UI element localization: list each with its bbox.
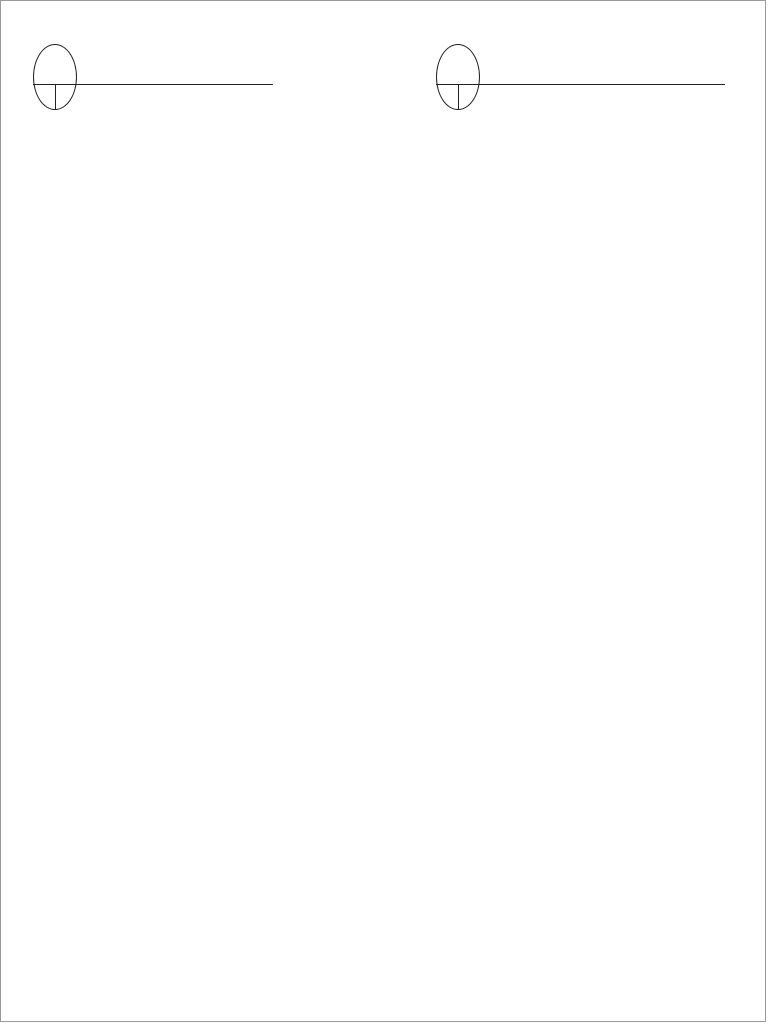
left-title-rule bbox=[77, 84, 273, 85]
right-title-rule bbox=[480, 84, 725, 85]
bubble-divider-vertical bbox=[458, 84, 459, 110]
bubble-divider-vertical bbox=[55, 84, 56, 110]
